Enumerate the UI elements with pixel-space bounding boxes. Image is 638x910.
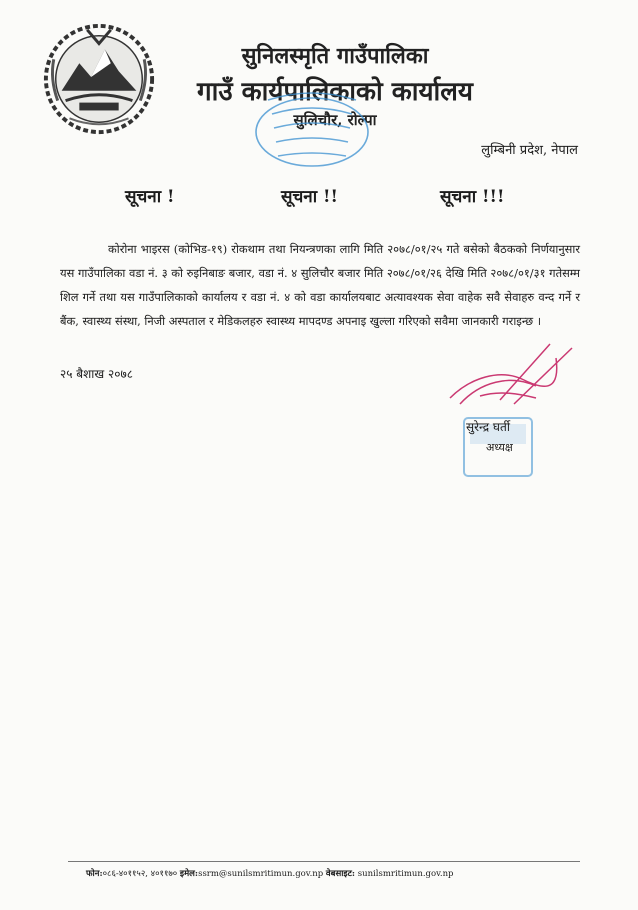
notice-heading-2: सूचना !! bbox=[281, 187, 338, 207]
signature-icon bbox=[440, 338, 580, 410]
office-stamp-icon bbox=[248, 92, 376, 170]
footer-divider bbox=[68, 861, 580, 862]
municipality-name: सुनिलस्मृति गाउँपालिका bbox=[241, 43, 429, 69]
province-line: लुम्बिनी प्रदेश, नेपाल bbox=[481, 143, 578, 158]
website-label: वेबसाइट: bbox=[325, 869, 356, 879]
notice-heading-3: सूचना !!! bbox=[440, 187, 505, 207]
footer-contact bbox=[86, 868, 586, 879]
website-address: sunilsmritimun.gov.np bbox=[357, 869, 454, 879]
signatory-title: अध्यक्ष bbox=[486, 441, 513, 454]
notice-body: कोरोना भाइरस (कोभिड-१९) रोकथाम तथा नियन्त्रणका लागि मिति २०७८/०१/२५ गते बसेको बैठकको निर्णयानुसार यस गाउँपालिका वडा नं. ३ को रुइनिबाङ बजार, वडा नं. ४ सुलिचौर बजार मिति २०७८/०१/२६ देखि मिति २०७८/०१/३१ गतेसम्म शिल गर्ने तथा यस गाउँपालिकाको कार्यालय र वडा नं. ४ को वडा कार्यालयबाट अत्यावश्यक सेवा वाहेक सवै सेवाहरु वन्द गर्ने र बैंक, स्वास्थ्य संस्था, निजी अस्पताल र मेडिकलहरु स्वास्थ्य मापदण्ड अपनाइ खुल्ला गरिएको सवैमा जानकारी गराइन्छ । bbox=[60, 242, 580, 328]
email-address: ssrm@sunilsmritimun.gov.np bbox=[198, 869, 324, 879]
phone-number: ०८६-४०११५२, ४०११७० bbox=[102, 869, 178, 879]
notice-date: २५ बैशाख २०७८ bbox=[60, 367, 134, 381]
office-name: गाउँ कार्यपालिकाको कार्यालय bbox=[197, 77, 473, 107]
nepal-emblem-icon bbox=[40, 20, 158, 138]
phone-label: फोन: bbox=[86, 869, 103, 879]
notice-heading-1: सूचना ! bbox=[125, 187, 175, 207]
email-label: इमेल: bbox=[179, 869, 199, 879]
office-location: सुलिचौर, रोल्पा bbox=[293, 111, 377, 129]
signatory-name: सुरेन्द्र घर्ती bbox=[466, 420, 510, 434]
